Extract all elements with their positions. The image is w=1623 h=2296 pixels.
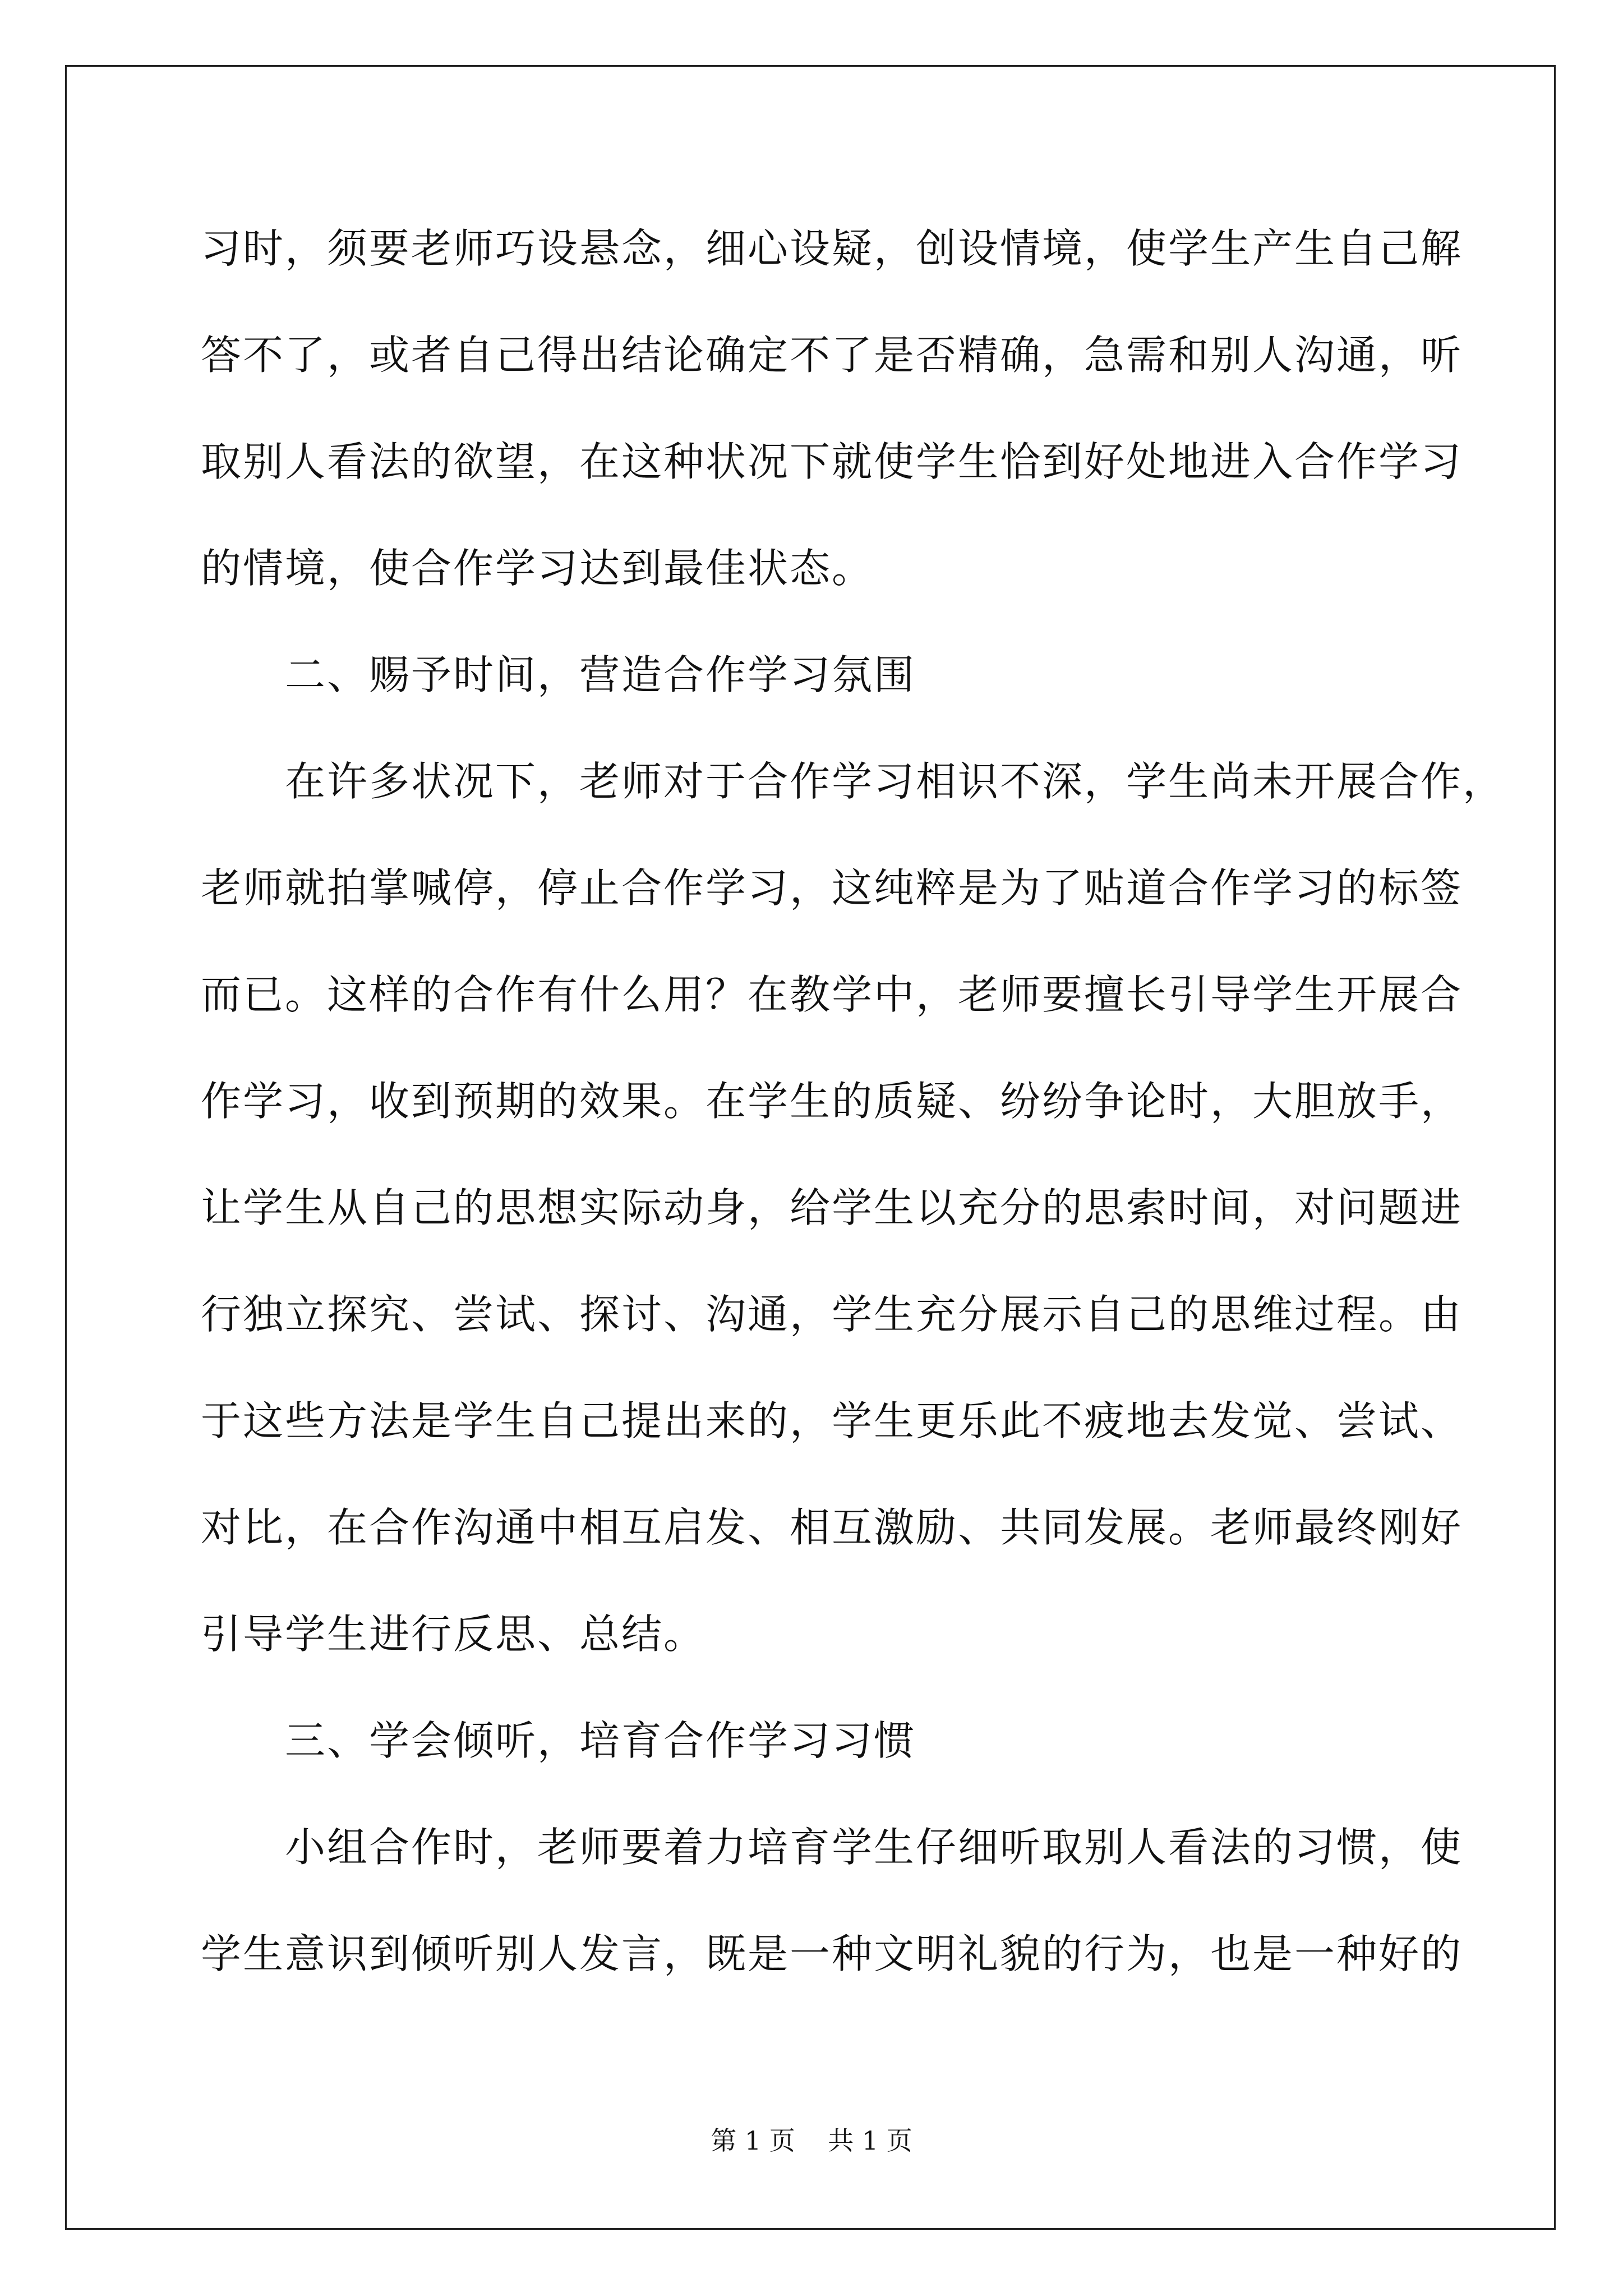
text-line-7: 老师就拍掌喊停，停止合作学习，这纯粹是为了贴道合作学习的标签	[201, 864, 1463, 912]
page-footer	[0, 2124, 1623, 2157]
section-heading-2: 二、赐予时间，营造合作学习氛围	[285, 651, 916, 698]
text-line-9: 作学习，收到预期的效果。在学生的质疑、纷纷争论时，大胆放手，	[201, 1078, 1463, 1125]
text-line-8: 而已。这样的合作有什么用？在教学中，老师要擅长引导学生开展合	[201, 971, 1463, 1018]
section-heading-3: 三、学会倾听，培育合作学习习惯	[285, 1717, 916, 1764]
text-line-14: 引导学生进行反思、总结。	[201, 1611, 706, 1658]
text-line-3: 取别人看法的欲望，在这种状况下就使学生恰到好处地进入合作学习	[201, 438, 1463, 485]
text-line-17: 学生意识到倾听别人发言，既是一种文明礼貌的行为，也是一种好的	[201, 1930, 1463, 1977]
text-line-1: 习时，须要老师巧设悬念，细心设疑，创设情境，使学生产生自己解	[201, 225, 1463, 272]
text-line-11: 行独立探究、尝试、探讨、沟通，学生充分展示自己的思维过程。由	[201, 1291, 1463, 1338]
text-line-13: 对比，在合作沟通中相互启发、相互激励、共同发展。老师最终刚好	[201, 1504, 1463, 1551]
text-line-6: 在许多状况下，老师对于合作学习相识不深，学生尚未开展合作，	[285, 758, 1505, 805]
text-line-10: 让学生从自己的思想实际动身，给学生以充分的思索时间，对问题进	[201, 1184, 1463, 1231]
page-number: 第 1 页	[711, 2125, 795, 2156]
text-line-12: 于这些方法是学生自己提出来的，学生更乐此不疲地去发觉、尝试、	[201, 1397, 1463, 1444]
text-line-16: 小组合作时，老师要着力培育学生仔细听取别人看法的习惯，使	[285, 1824, 1463, 1871]
text-line-2: 答不了，或者自己得出结论确定不了是否精确，急需和别人沟通，听	[201, 332, 1463, 379]
document-body	[201, 218, 1505, 2030]
text-line-4: 的情境，使合作学习达到最佳状态。	[201, 545, 874, 592]
page-total: 共 1 页	[828, 2125, 912, 2156]
